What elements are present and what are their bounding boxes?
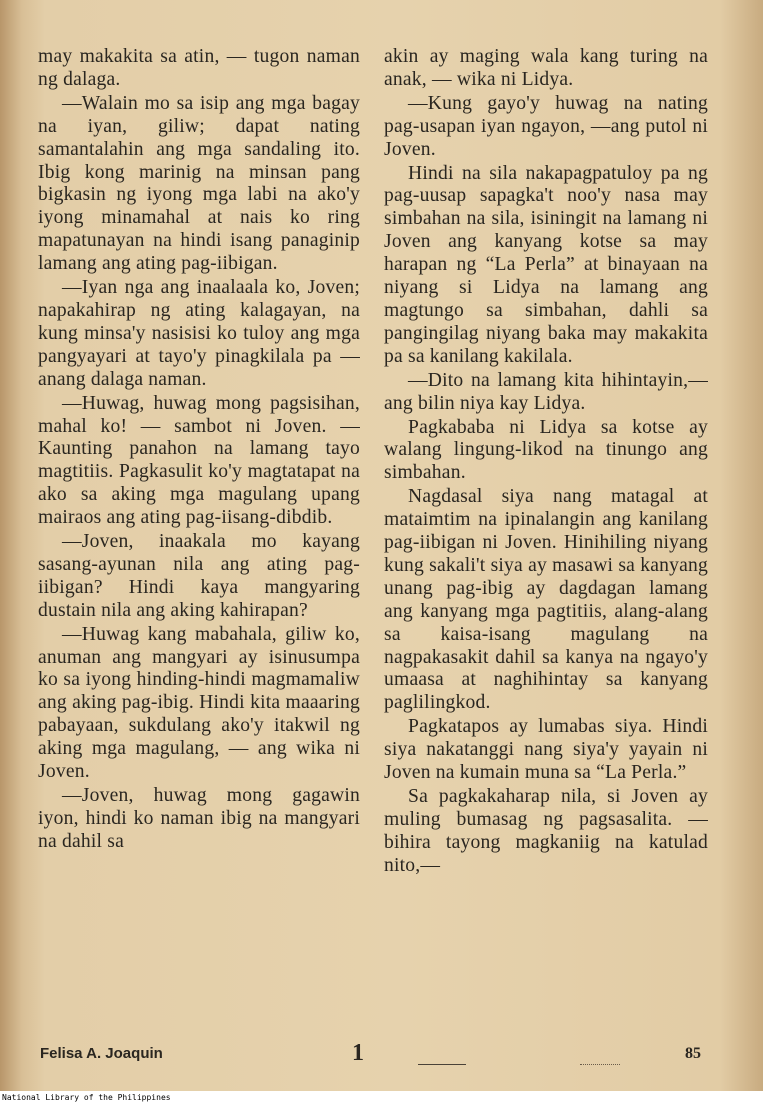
paragraph: —Huwag, huwag mong pagsisihan, mahal ko! — sambot ni Joven. — Kaunting panahon na lamang tayo magtitiis. Pagkasulit ko'y magtatapat na ako sa aking mga magulang upang mairaos ang ating pag-iisang-dibdib. <box>38 392 360 529</box>
left-column <box>38 46 360 855</box>
paragraph: —Iyan nga ang inaalaala ko, Joven; napakahirap ng ating kalagayan, na kung minsa'y nasisisi ko tuloy ang mga pangyayari at tayo'y pinagkilala pa — anang dalaga naman. <box>38 277 360 390</box>
paragraph: Pagkababa ni Lidya sa kotse ay walang lingung-likod na tinungo ang simbahan. <box>384 416 708 484</box>
paragraph: akin ay maging wala kang turing na anak, — wika ni Lidya. <box>384 46 708 90</box>
library-credit: National Library of the Philippines <box>2 1093 171 1102</box>
right-column <box>384 46 708 879</box>
paragraph: may makakita sa atin, — tugon naman ng dalaga. <box>38 46 360 90</box>
footer-rule <box>418 1064 466 1065</box>
paragraph: —Joven, huwag mong gagawin iyon, hindi ko naman ibig na mangyari na dahil sa <box>38 785 360 852</box>
paragraph: Sa pagkakaharap nila, si Joven ay muling bumasag ng pagsasalita. — bihira tayong magkaniig na katulad nito,— <box>384 786 708 876</box>
paragraph: —Huwag kang mabahala, giliw ko, anuman ang mangyari ay isinusumpa ko sa iyong hinding-hindi magmamaliw ang aking pag-ibig. Hindi kita maaaring pabayaan, sukdulang ako'y itakwil ng aking mga magulang, — ang wika ni Joven. <box>38 623 360 783</box>
footer-author: Felisa A. Joaquin <box>40 1045 163 1062</box>
paragraph: Pagkatapos ay lumabas siya. Hindi siya nakatanggi nang siya'y yayain ni Joven na kumain muna sa “La Perla.” <box>384 716 708 784</box>
paragraph: Nagdasal siya nang matagal at mataimtim na ipinalangin ang kanilang pag-iibigan ni Joven. Hinihiling niyang kung sakali't siya ay masawi sa kanyang unang pag-ibig ay dagdagan lamang ang kanyang mga pagtitiis, alang-alang sa kaisa-isang magulang na nagpakasakit dahil sa kanya na ngayo'y umaasa at naghihintay sa kanyang paglilingkod. <box>384 486 708 714</box>
paragraph: —Joven, inaakala mo kayang sasang-ayunan nila ang ating pag-iibigan? Hindi kaya mangyaring dustain nila ang aking kahirapan? <box>38 531 360 621</box>
footer-dotted-rule <box>580 1058 620 1065</box>
paragraph: —Walain mo sa isip ang mga bagay na iyan, giliw; dapat nating samantalahin ang mga sandaling ito. Ibig kong marinig na minsan pang bigkasin ng iyong mga labi na ako'y iyong minamahal at nais ko ring mapatunayan na hindi isang panaginip lamang ang ating pag-iibigan. <box>38 92 360 275</box>
footer-mark: 1 <box>352 1040 364 1066</box>
paragraph: —Kung gayo'y huwag na nating pag-usapan iyan ngayon, —ang putol ni Joven. <box>384 92 708 160</box>
paragraph: Hindi na sila nakapagpatuloy pa ng pag-uusap sapagka't noo'y nasa may simbahan na sila, isiningit na lamang ni Joven ang kanyang kotse sa may harapan ng “La Perla” at binayaan na niyang si Lidya na lamang ang magtungo sa simbahan, dahli sa pangingilag niyang baka may makakita pa sa kanilang kakilala. <box>384 162 708 367</box>
page-number: 85 <box>685 1045 701 1062</box>
paragraph: —Dito na lamang kita hihintayin,—ang bilin niya kay Lidya. <box>384 369 708 414</box>
